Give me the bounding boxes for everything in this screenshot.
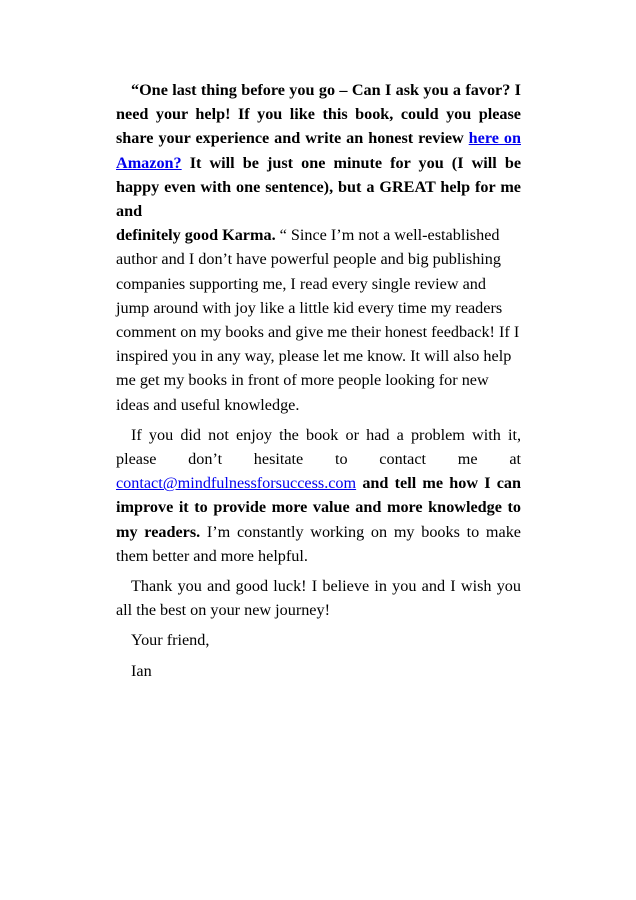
contact-closing-text: I’m constantly working on my books to make them better and more helpful. — [116, 522, 521, 565]
amazon-review-link[interactable]: here on Amazon? — [116, 129, 521, 172]
review-request-bold-b: definitely good Karma. — [116, 226, 276, 245]
signature-name: Ian — [131, 661, 152, 680]
contact-email-link[interactable]: contact@mindfulnessforsuccess.com — [116, 474, 357, 493]
review-request-intro: “One last thing before you go – Can I ask you a favor? I need your help! If you like this book, could you please share your experience and write an honest review — [116, 81, 521, 148]
contact-at: at — [509, 450, 522, 469]
review-request-body: “ Since I’m not a well-established author and I don’t have powerful people and big publishing companies supporting me, I read every single review and jump around with joy like a little kid every time my readers comment on my books and give me their honest feedback! If I inspired you in any way, please let me know. It will also help me get my books in front of more people looking for new ideas and useful knowledge. — [116, 226, 520, 414]
review-request-continued — [116, 223, 521, 417]
salutation: Your friend, — [131, 631, 210, 650]
review-request-paragraph — [116, 78, 521, 223]
contact-intro: If you did not enjoy the book or had a problem with it, please don’t hesitate to contact me — [116, 425, 521, 469]
contact-bold-text: and tell me how I can improve it to provide more value and more knowledge to my readers. — [116, 474, 521, 541]
document-page — [116, 78, 521, 689]
contact-paragraph — [116, 423, 521, 568]
thank-you-paragraph: Thank you and good luck! I believe in you and I wish you all the best on your new journey! — [116, 577, 521, 620]
review-request-bold-a: It will be just one minute for you (I will be happy even with one sentence), but a GREAT help for me and — [116, 153, 522, 221]
